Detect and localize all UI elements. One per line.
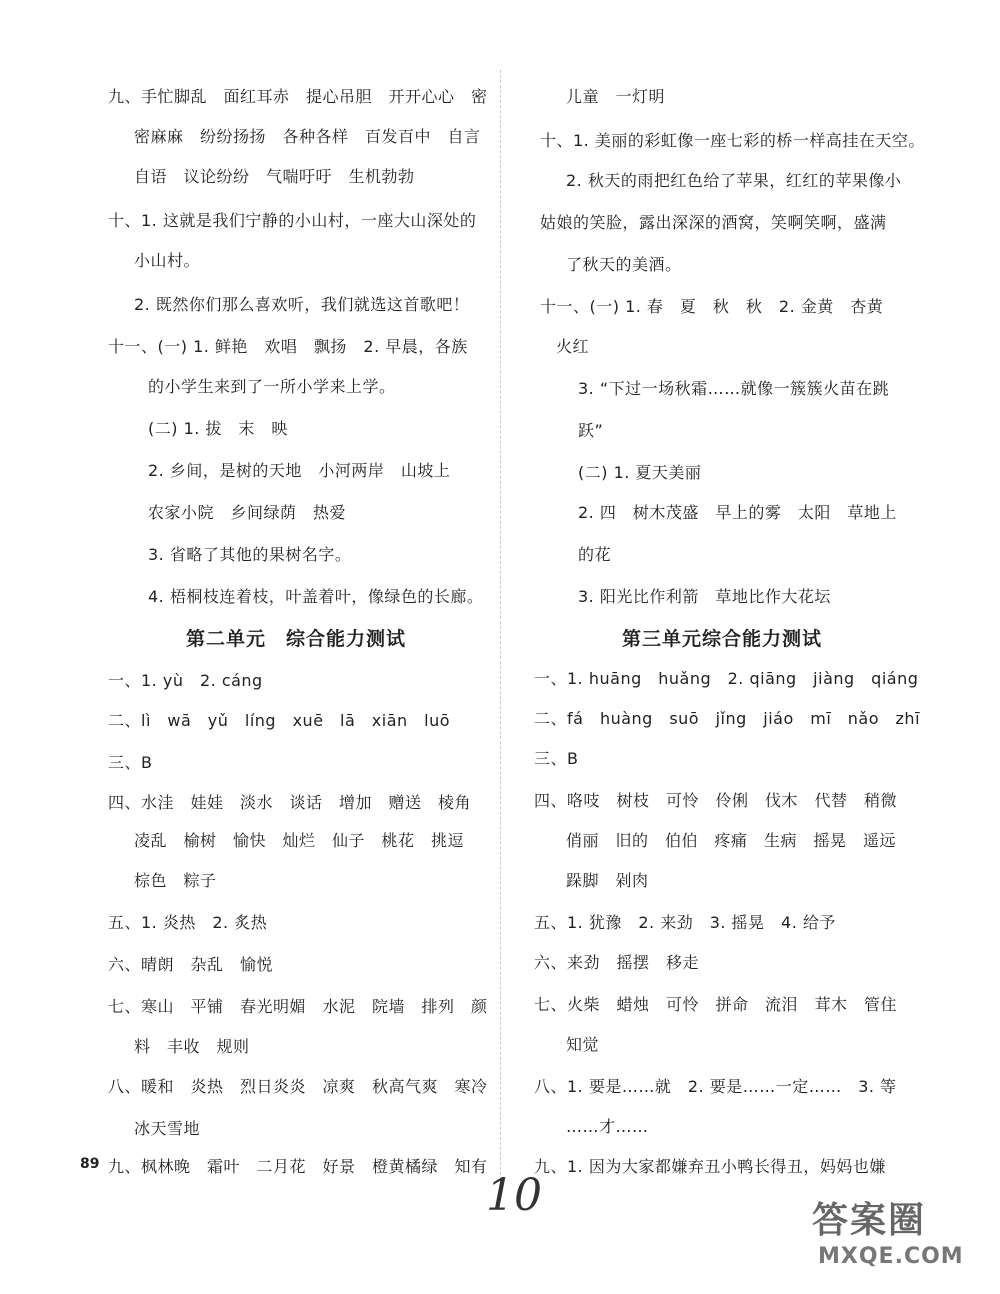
left-line: 小山村。 <box>134 251 201 270</box>
right-line: 四、咯吱 树枝 可怜 伶俐 伐木 代替 稍微 <box>534 791 898 810</box>
right-line: ……才…… <box>566 1117 649 1136</box>
right-line: 知觉 <box>566 1035 600 1054</box>
left-line: 冰天雪地 <box>134 1119 201 1138</box>
right-line: 3. 阳光比作利箭 草地比作大花坛 <box>578 587 831 606</box>
left-line: 十一、(一) 1. 鲜艳 欢唱 飘扬 2. 早晨，各族 <box>108 337 468 356</box>
section-heading: 第三单元综合能力测试 <box>622 628 823 650</box>
left-line: 料 丰收 规则 <box>134 1037 250 1056</box>
left-line: 4. 梧桐枝连着枝，叶盖着叶，像绿色的长廊。 <box>148 587 484 606</box>
left-line: 密麻麻 纷纷扬扬 各种各样 百发百中 自言 <box>134 127 481 146</box>
right-line: 3. “下过一场秋霜……就像一簇簇火苗在跳 <box>578 379 890 398</box>
left-line: 七、寒山 平铺 春光明媚 水泥 院墙 排列 颜 <box>108 997 488 1016</box>
left-line: 棕色 粽子 <box>134 871 217 890</box>
right-line: 二、fá huàng suō jǐng jiáo mī nǎo zhī <box>534 709 921 728</box>
right-line: 八、1. 要是……就 2. 要是……一定…… 3. 等 <box>534 1077 897 1096</box>
right-line: 十、1. 美丽的彩虹像一座七彩的桥一样高挂在天空。 <box>540 131 925 150</box>
left-line: 凌乱 榆树 愉快 灿烂 仙子 桃花 挑逗 <box>134 831 465 850</box>
left-line: 2. 既然你们那么喜欢听，我们就选这首歌吧！ <box>134 295 470 314</box>
left-line: 四、水洼 娃娃 淡水 谈话 增加 赠送 棱角 <box>108 793 472 812</box>
page-number: 89 <box>80 1156 100 1172</box>
right-line: 十一、(一) 1. 春 夏 秋 秋 2. 金黄 杏黄 <box>540 297 884 316</box>
right-line: 的花 <box>578 545 612 564</box>
right-line: 儿童 一灯明 <box>566 87 666 106</box>
right-line: 2. 秋天的雨把红色给了苹果，红红的苹果像小 <box>566 171 902 190</box>
left-line: 一、1. yù 2. cáng <box>108 671 263 690</box>
right-line: 一、1. huāng huǎng 2. qiāng jiàng qiáng <box>534 669 919 688</box>
right-line: 了秋天的美酒。 <box>566 255 682 274</box>
left-line: 六、晴朗 杂乱 愉悦 <box>108 955 274 974</box>
left-line: 九、枫林晚 霜叶 二月花 好景 橙黄橘绿 知有 <box>108 1157 488 1176</box>
left-line: 十、1. 这就是我们宁静的小山村，一座大山深处的 <box>108 211 477 230</box>
right-line: 三、B <box>534 749 579 768</box>
left-line: 九、手忙脚乱 面红耳赤 提心吊胆 开开心心 密 <box>108 87 488 106</box>
watermark-logo: 答案圈 <box>812 1200 927 1241</box>
left-line: (二) 1. 拔 末 映 <box>148 419 288 438</box>
left-line: 农家小院 乡间绿荫 热爱 <box>148 503 347 522</box>
right-line: 2. 四 树木茂盛 早上的雾 太阳 草地上 <box>578 503 897 522</box>
left-line: 3. 省略了其他的果树名字。 <box>148 545 352 564</box>
left-line: 三、B <box>108 753 153 772</box>
right-line: 姑娘的笑脸，露出深深的酒窝，笑啊笑啊，盛满 <box>540 213 887 232</box>
right-line: 六、来劲 摇摆 移走 <box>534 953 700 972</box>
section-heading: 第二单元 综合能力测试 <box>186 628 407 650</box>
right-line: 七、火柴 蜡烛 可怜 拼命 流泪 茸木 管住 <box>534 995 898 1014</box>
left-line: 的小学生来到了一所小学来上学。 <box>148 377 396 396</box>
column-divider <box>500 70 501 1200</box>
right-line: 跃” <box>578 421 604 440</box>
left-line: 2. 乡间，是树的天地 小河两岸 山坡上 <box>148 461 451 480</box>
left-line: 二、lì wā yǔ líng xuē lā xiān luō <box>108 711 451 730</box>
right-line: 五、1. 犹豫 2. 来劲 3. 摇晃 4. 给予 <box>534 913 836 932</box>
right-line: 九、1. 因为大家都嫌弃丑小鸭长得丑，妈妈也嫌 <box>534 1157 886 1176</box>
right-line: 跺脚 剁肉 <box>566 871 649 890</box>
left-line: 八、暖和 炎热 烈日炎炎 凉爽 秋高气爽 寒冷 <box>108 1077 488 1096</box>
right-line: 火红 <box>556 337 590 356</box>
handwritten-number: 10 <box>486 1170 542 1221</box>
right-line: 俏丽 旧的 伯伯 疼痛 生病 摇晃 遥远 <box>566 831 897 850</box>
left-line: 五、1. 炎热 2. 炙热 <box>108 913 268 932</box>
watermark-url: MXQE.COM <box>818 1244 964 1269</box>
left-line: 自语 议论纷纷 气喘吁吁 生机勃勃 <box>134 167 415 186</box>
watermark <box>812 1192 987 1282</box>
right-line: (二) 1. 夏天美丽 <box>578 463 702 482</box>
